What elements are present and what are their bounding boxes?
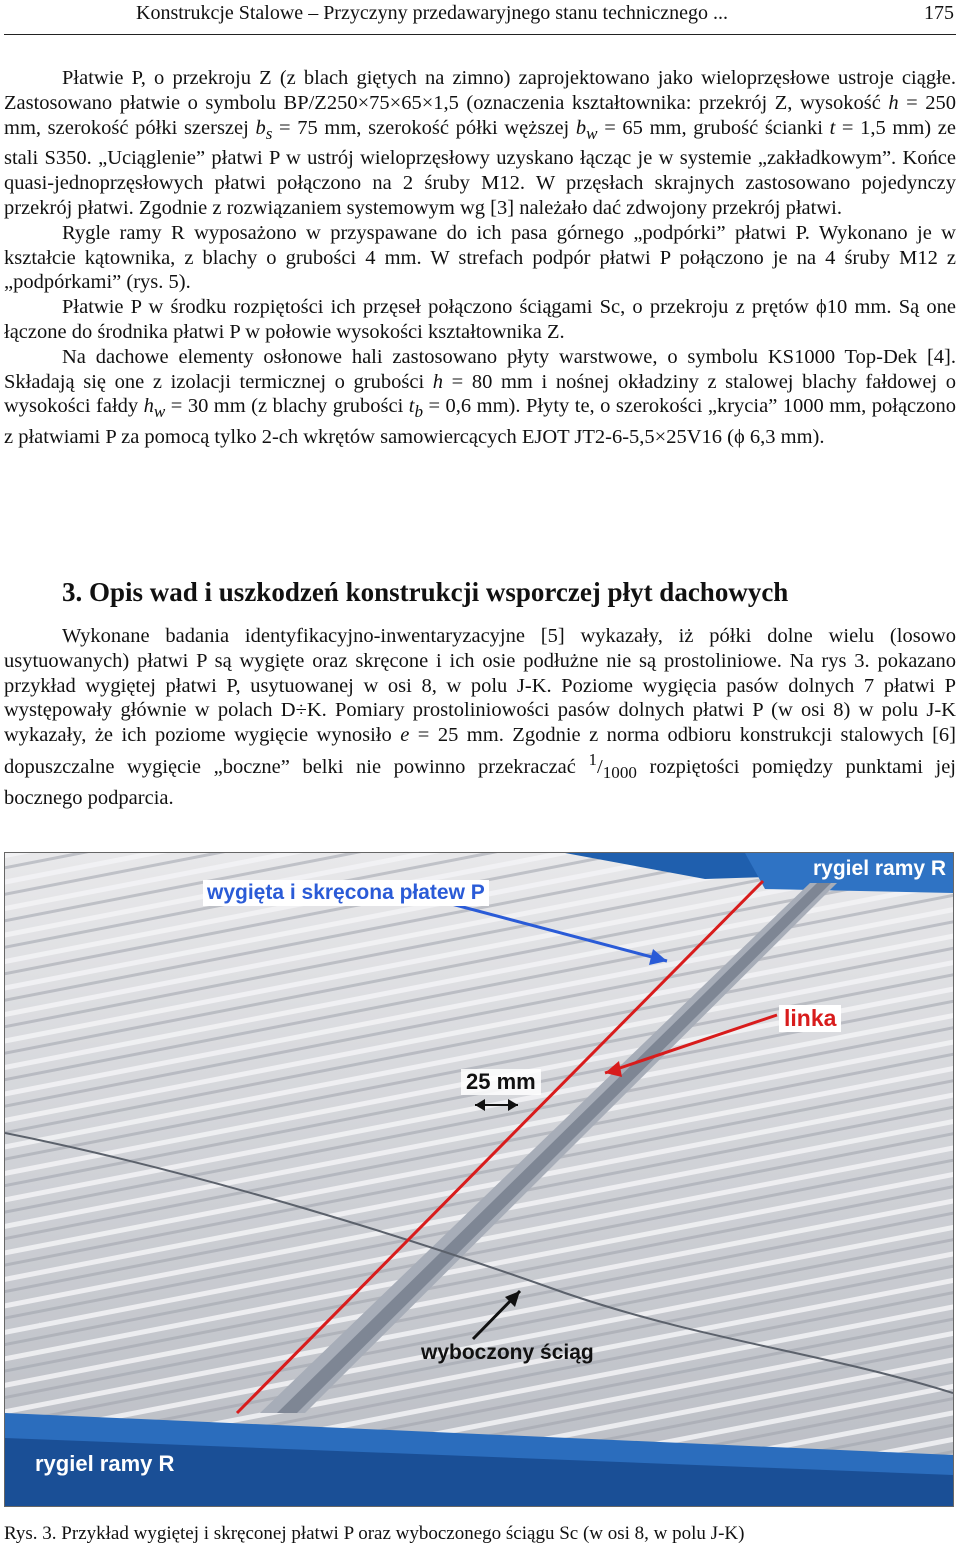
running-header (4, 0, 956, 35)
paragraph-3: Płatwie P w środku rozpiętości ich przęseł połączono ściągami Sc, o przekroju z prętów ϕ10 mm. Są one łączone do środnika płatwi P w połowie wysokości kształtownika Z. (4, 296, 956, 344)
label-25mm: 25 mm (461, 1069, 541, 1095)
running-title: Konstrukcje Stalowe – Przyczyny przedawaryjnego stanu technicznego ... (136, 2, 729, 24)
section-heading: 3. Opis wad i uszkodzeń konstrukcji wsporczej płyt dachowych (62, 577, 789, 607)
label-bent-purlin: wygięta i skręcona płatew P (203, 880, 489, 906)
label-wire: linka (779, 1005, 841, 1032)
page-number: 175 (924, 2, 954, 24)
section-paragraph: Wykonane badania identyfikacyjno-inwentaryzacyjne [5] wykazały, iż półki dolne wielu (losowo usytuowanych) płatwi P są wygięte oraz skręcone i ich osie podłużne nie są prostoliniowe. Na rys 3. pokazano przykład wygiętej płatwi P, usytuowanej w osi 8, w polu J-K. Poziome wygięcia pasów dolnych 7 płatwi P występowały głównie w polach D÷K. Pomiary prostoliniowości pasów dolnych płatwi P (w osi 8) w polu J-K wykazały, że ich poziome wygięcie wynosiło e = 25 mm. Zgodnie z norma odbioru konstrukcji stalowych [6] dopuszczalne wygięcie „boczne” belki nie powinno przekraczać $^1/_{1000}$ rozpiętości pomiędzy punktami jej bocznego podparcia. (4, 625, 956, 809)
body-text (4, 66, 956, 450)
section-text (4, 624, 956, 811)
roof-ribs (5, 853, 953, 1506)
figure-caption: Rys. 3. Przykład wygiętej i skręconej płatwi P oraz wyboczonego ściągu Sc (w osi 8, w polu J-K) (4, 1523, 745, 1544)
paragraph-4: Na dachowe elementy osłonowe hali zastosowano płyty warstwowe, o symbolu KS1000 Top-Dek [4]. Składają się one z izolacji termicznej o grubości h = 80 mm i nośnej okładziny z stalowej blachy fałdowej o wysokości fałdy $h_w = 30$ mm (z blachy grubości $t_b = 0,6$ mm). Płyty te, o szerokości „krycia” 1000 mm, połączono z płatwiami P za pomocą tylko 2-ch wkrętów samowiercących EJOT JT2-6-5,5×25V16 (ϕ 6,3 mm). (4, 345, 956, 449)
roof-photo-illustration (5, 853, 953, 1506)
figure-photo (4, 852, 954, 1507)
label-rafter-top: rygiel ramy R (813, 857, 947, 880)
label-buckled-tie: wyboczony ściąg (421, 1341, 594, 1364)
label-rafter-bottom: rygiel ramy R (35, 1451, 175, 1476)
paragraph-1: Płatwie P, o przekroju Z (z blach giętych na zimno) zaprojektowano jako wieloprzęsłowe ustroje ciągłe. Zastosowano płatwie o symbolu BP/Z250×75×65×1,5 (oznaczenia kształtownika: przekrój Z, wysokość h = 250 mm, szerokość półki szerszej $b_s = 75$ mm, szerokość półki węższej $b_w = 65$ mm, grubość ścianki t = 1,5 mm) ze stali S350. „Uciąglenie” płatwi P w ustrój wieloprzęsłowy uzyskano łącząc je w systemie „zakładkowym”. Końce quasi-jednoprzęsłowych płatwi połączono na 2 śruby M12. W przęsłach skrajnych zastosowano pojedynczy przekrój płatwi. Zgodnie z rozwiązaniem systemowym wg [3] należało dać zdwojony przekrój płatwi. (4, 67, 956, 220)
paragraph-2: Rygle ramy R wyposażono w przyspawane do ich pasa górnego „podpórki” płatwi P. Wykonano je w kształcie kątownika, z blachy o grubości 4 mm. W strefach podpór płatwi P połączono je na 4 śruby M12 z „podpórkami” (rys. 5). (4, 221, 956, 294)
